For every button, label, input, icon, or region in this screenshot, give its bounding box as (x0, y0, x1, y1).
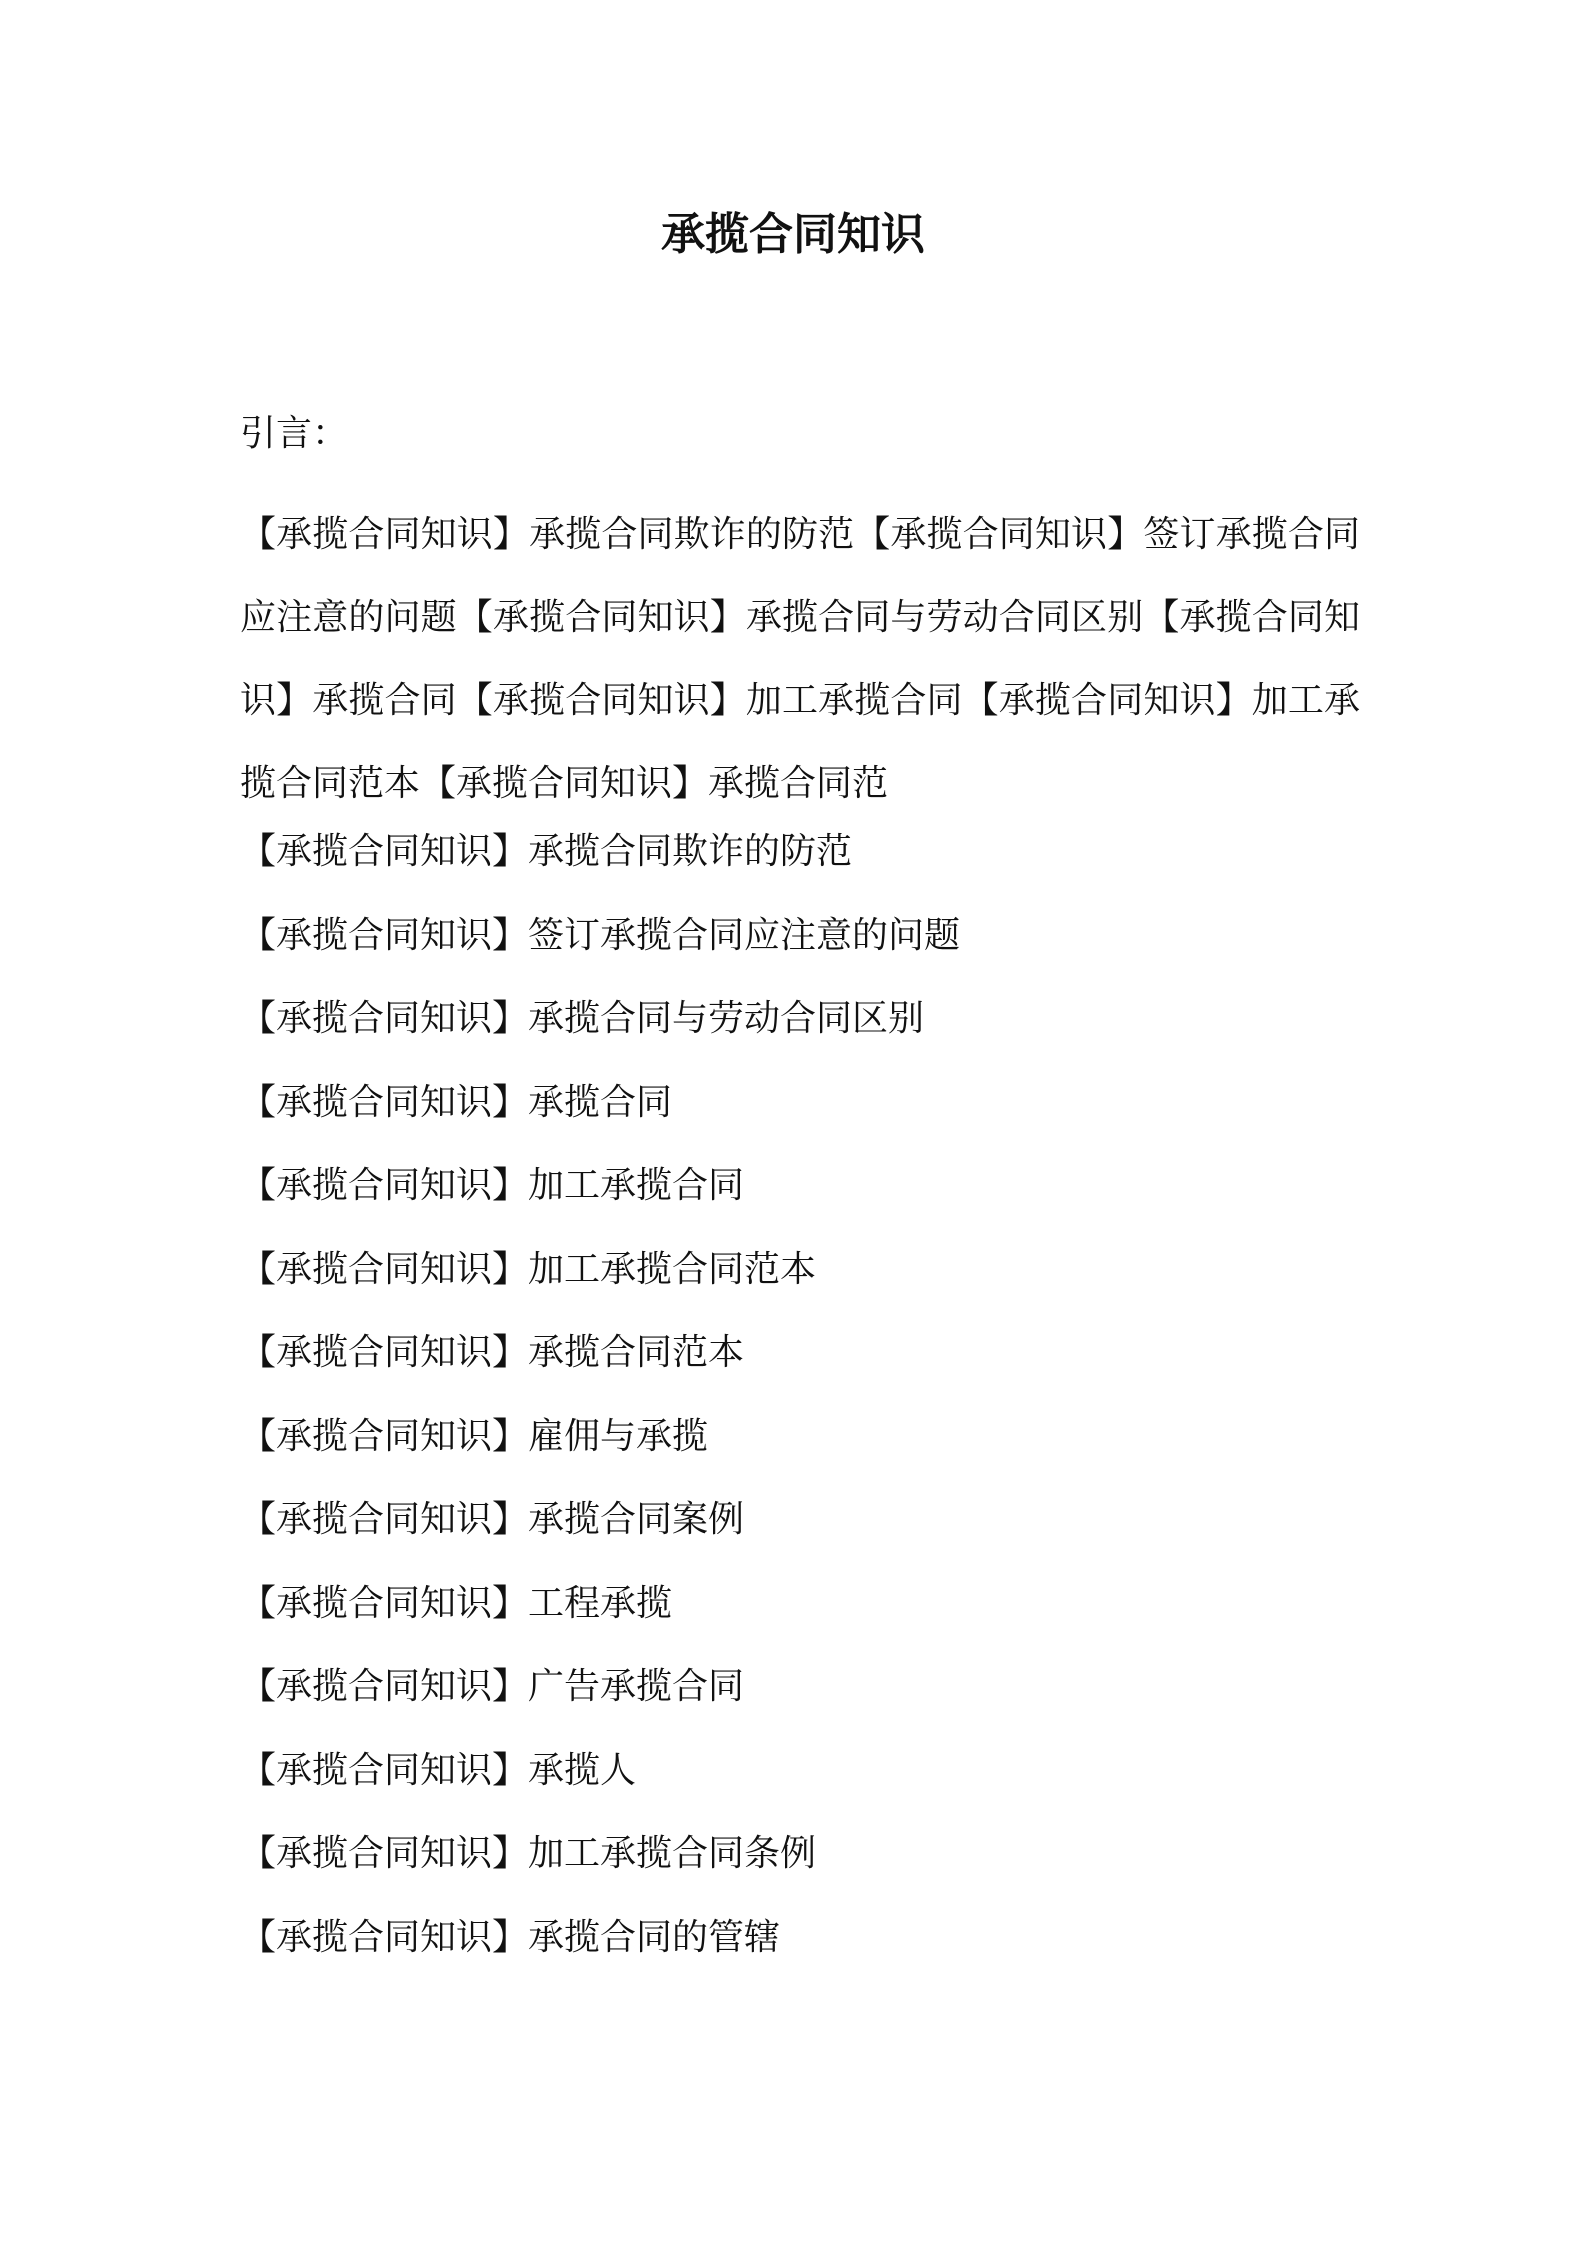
toc-item: 【承揽合同知识】加工承揽合同 (240, 1165, 745, 1206)
toc-item: 【承揽合同知识】签订承揽合同应注意的问题 (240, 914, 961, 956)
toc-item: 【承揽合同知识】承揽人 (240, 1749, 637, 1791)
toc-item: 【承揽合同知识】承揽合同欺诈的防范 (240, 831, 853, 872)
toc-item: 【承揽合同知识】承揽合同范本 (240, 1332, 745, 1373)
toc-item: 【承揽合同知识】雇佣与承揽 (240, 1415, 709, 1457)
toc-item: 【承揽合同知识】承揽合同与劳动合同区别 (240, 998, 925, 1039)
toc-item: 【承揽合同知识】工程承揽 (240, 1582, 673, 1624)
toc-item: 【承揽合同知识】广告承揽合同 (240, 1666, 745, 1707)
toc-item: 【承揽合同知识】加工承揽合同范本 (240, 1248, 817, 1290)
intro-label: 引言： (240, 413, 349, 454)
table-of-contents (240, 826, 1360, 1995)
toc-item: 【承揽合同知识】承揽合同的管辖 (240, 1916, 781, 1958)
intro-summary: 【承揽合同知识】承揽合同欺诈的防范【承揽合同知识】签订承揽合同应注意的问题【承揽合同知识】承揽合同与劳动合同区别【承揽合同知识】承揽合同【承揽合同知识】加工承揽合同【承揽合同知识】加工承揽合同范本【承揽合同知识】承揽合同范 (240, 514, 1360, 804)
toc-item: 【承揽合同知识】承揽合同 (240, 1081, 673, 1123)
toc-item: 【承揽合同知识】承揽合同案例 (240, 1499, 745, 1540)
toc-item: 【承揽合同知识】加工承揽合同条例 (240, 1833, 817, 1874)
document-title: 承揽合同知识 (661, 209, 925, 260)
